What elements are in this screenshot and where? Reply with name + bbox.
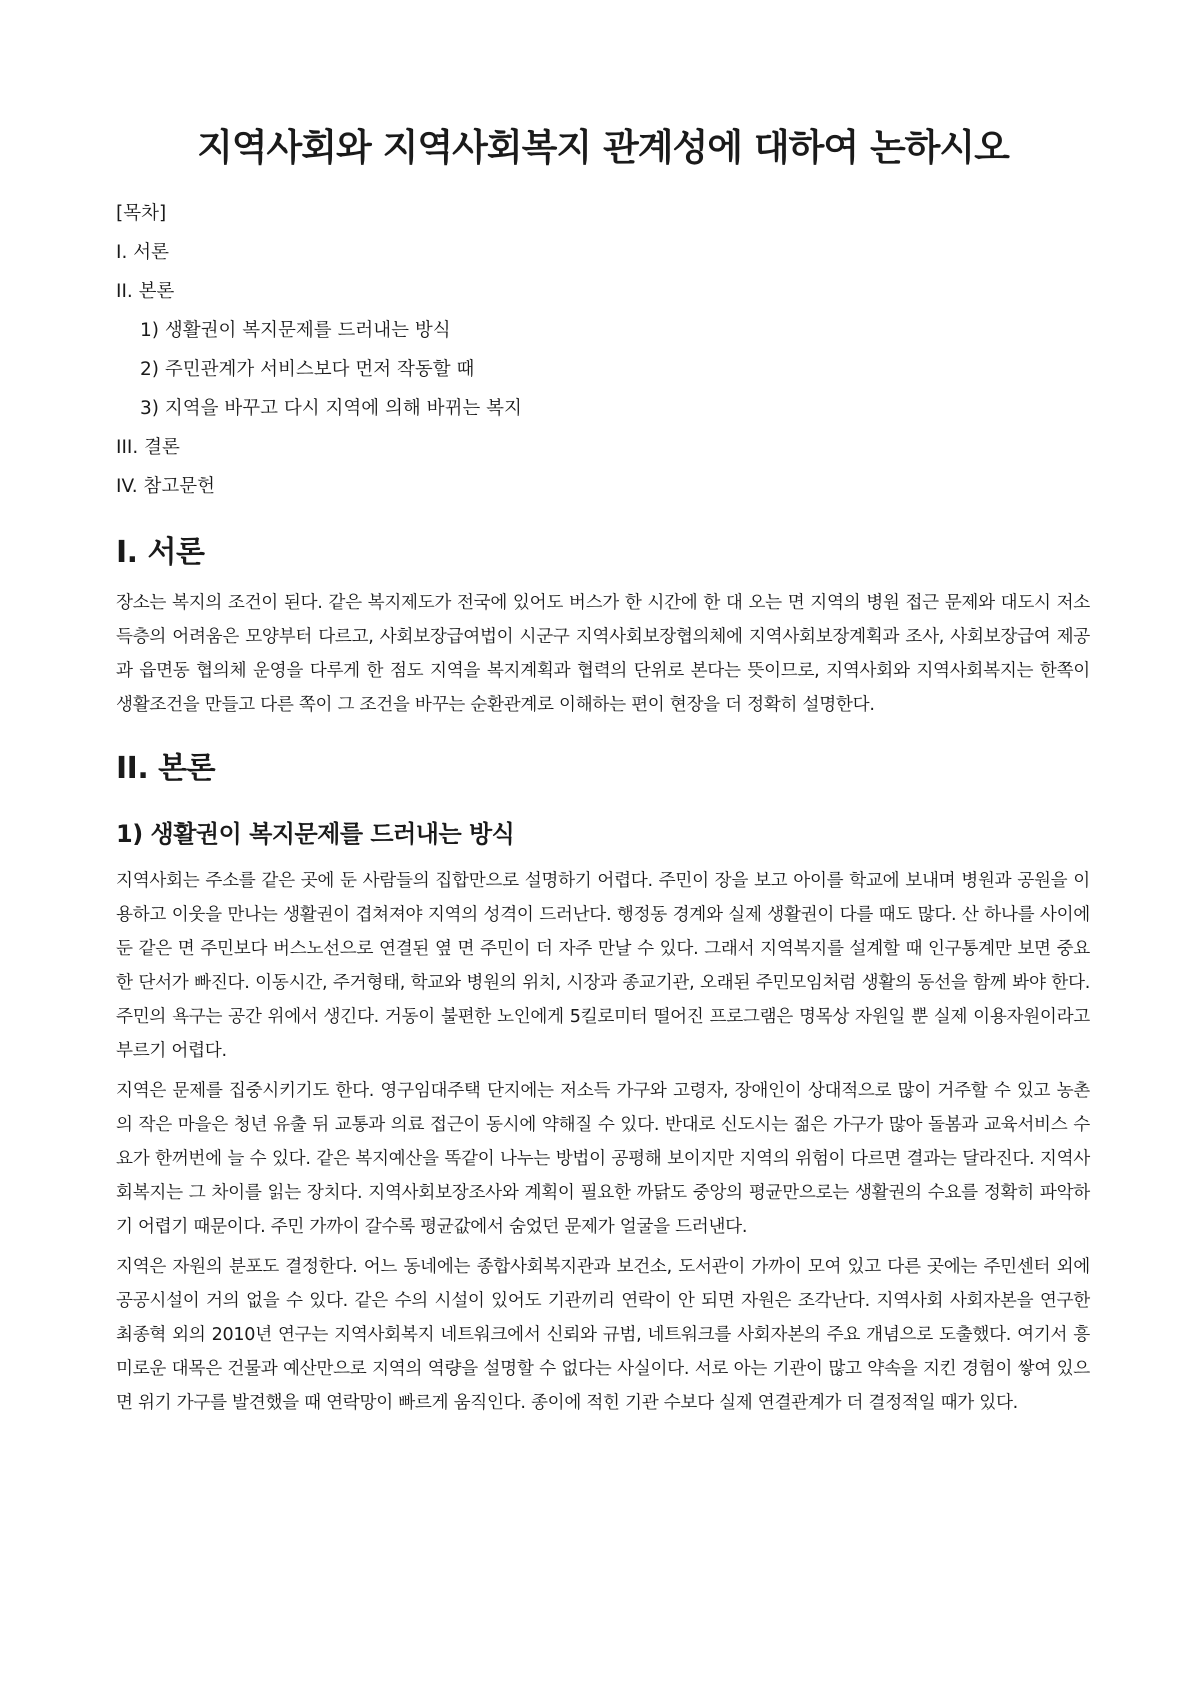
table-of-contents xyxy=(116,194,1090,506)
toc-list xyxy=(116,194,1090,506)
subsection-heading-1: 1) 생활권이 복지문제를 드러내는 방식 xyxy=(116,820,515,848)
toc-item: III. 결론 xyxy=(116,437,180,458)
body-paragraph: 지역은 문제를 집중시키기도 한다. 영구임대주택 단지에는 저소득 가구와 고령자, 장애인이 상대적으로 많이 거주할 수 있고 농촌의 작은 마을은 청년 유출 뒤 교통과 의료 접근이 동시에 약해질 수 있다. 반대로 신도시는 젊은 가구가 많아 돌봄과 교육서비스 수요가 한꺼번에 늘 수 있다. 같은 복지예산을 똑같이 나누는 방법이 공평해 보이지만 지역의 위험이 다르면 결과는 달라진다. 지역사회복지는 그 차이를 읽는 장치다. 지역사회보장조사와 계획이 필요한 까닭도 중앙의 평균만으로는 생활권의 수요를 정확히 파악하기 어렵기 때문이다. 주민 가까이 갈수록 평균값에서 숨었던 문제가 얼굴을 드러낸다. xyxy=(116,1081,1090,1237)
body-paragraph: 지역은 자원의 분포도 결정한다. 어느 동네에는 종합사회복지관과 보건소, 도서관이 가까이 모여 있고 다른 곳에는 주민센터 외에 공공시설이 거의 없을 수 있다. 같은 수의 시설이 있어도 기관끼리 연락이 안 되면 자원은 조각난다. 지역사회 사회자본을 연구한 최종혁 외의 2010년 연구는 지역사회복지 네트워크에서 신뢰와 규범, 네트워크를 사회자본의 주요 개념으로 도출했다. 여기서 흥미로운 대목은 건물과 예산만으로 지역의 역량을 설명할 수 없다는 사실이다. 서로 아는 기관이 많고 약속을 지킨 경험이 쌓여 있으면 위기 가구를 발견했을 때 연락망이 빠르게 움직인다. 종이에 적힌 기관 수보다 실제 연결관계가 더 결정적일 때가 있다. xyxy=(116,1257,1090,1413)
document-title: 지역사회와 지역사회복지 관계성에 대하여 논하시오 xyxy=(197,126,1009,169)
section-heading-body: II. 본론 xyxy=(116,751,216,786)
toc-label: [목차] xyxy=(116,203,167,224)
toc-item: IV. 참고문헌 xyxy=(116,476,215,497)
body-paragraph: 지역사회는 주소를 같은 곳에 둔 사람들의 집합만으로 설명하기 어렵다. 주민이 장을 보고 아이를 학교에 보내며 병원과 공원을 이용하고 이웃을 만나는 생활권이 겹쳐져야 지역의 성격이 드러난다. 행정동 경계와 실제 생활권이 다를 때도 많다. 산 하나를 사이에 둔 같은 면 주민보다 버스노선으로 연결된 옆 면 주민이 더 자주 만날 수 있다. 그래서 지역복지를 설계할 때 인구통계만 보면 중요한 단서가 빠진다. 이동시간, 주거형태, 학교와 병원의 위치, 시장과 종교기관, 오래된 주민모임처럼 생활의 동선을 함께 봐야 한다. 주민의 욕구는 공간 위에서 생긴다. 거동이 불편한 노인에게 5킬로미터 떨어진 프로그램은 명목상 자원일 뿐 실제 이용자원이라고 부르기 어렵다. xyxy=(116,871,1090,1061)
intro-paragraph: 장소는 복지의 조건이 된다. 같은 복지제도가 전국에 있어도 버스가 한 시간에 한 대 오는 면 지역의 병원 접근 문제와 대도시 저소득층의 어려움은 모양부터 다르고, 사회보장급여법이 시군구 지역사회보장협의체에 지역사회보장계획과 조사, 사회보장급여 제공과 읍면동 협의체 운영을 다루게 한 점도 지역을 복지계획과 협력의 단위로 본다는 뜻이므로, 지역사회와 지역사회복지는 한쪽이 생활조건을 만들고 다른 쪽이 그 조건을 바꾸는 순환관계로 이해하는 편이 현장을 더 정확히 설명한다. xyxy=(116,593,1090,715)
section-heading-intro: I. 서론 xyxy=(116,535,205,570)
toc-item: II. 본론 xyxy=(116,281,175,302)
toc-subitem: 3) 지역을 바꾸고 다시 지역에 의해 바뀌는 복지 xyxy=(140,398,522,419)
toc-subitem: 2) 주민관계가 서비스보다 먼저 작동할 때 xyxy=(140,359,475,380)
toc-item: I. 서론 xyxy=(116,242,169,263)
toc-subitem: 1) 생활권이 복지문제를 드러내는 방식 xyxy=(140,320,451,341)
